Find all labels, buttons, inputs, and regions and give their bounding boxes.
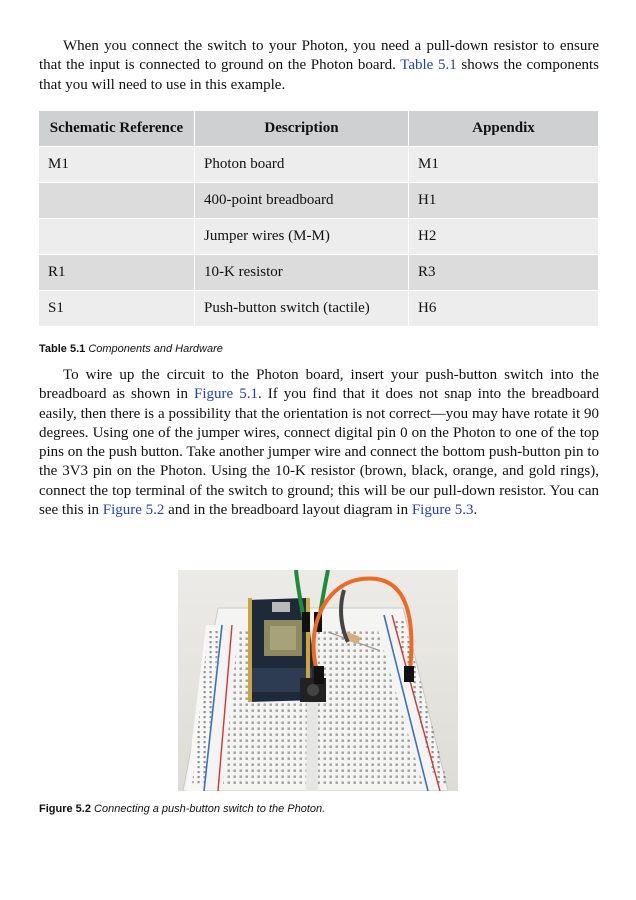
cell-reference: M1: [39, 147, 195, 183]
header-schematic-reference: Schematic Reference: [39, 111, 195, 147]
cell-appendix: H6: [409, 291, 599, 327]
cell-appendix: H1: [409, 183, 599, 219]
table-caption: [39, 343, 223, 355]
intro-text-end: shows the components that you will need to use in this example.: [39, 57, 599, 93]
table-row: [39, 147, 598, 183]
cell-appendix: H2: [409, 219, 599, 255]
cell-reference: S1: [39, 291, 195, 327]
figure-caption-text: Connecting a push-button switch to the Photon.: [94, 803, 326, 815]
wiring-text: . If you find that it does not snap into the breadboard easily, then there is a possibility that the orientation is not correct—you may have rotate it 90 degrees. Using one of the jumper wires, connect digital pin 0 on the Photon to one of the top pins on the push button. Take another jumper wire and connect the bottom push-button pin to the 3V3 pin on the Photon. Using the 10-K resistor (brown, black, orange, and gold rings), connect the top terminal of the switch to ground; this will be our pull-down resistor. You can see this in: [39, 386, 600, 519]
components-table: [39, 111, 598, 326]
figure-caption-label: Figure 5.2: [39, 803, 91, 815]
wiring-paragraph: [39, 366, 599, 520]
cell-reference: [39, 183, 195, 219]
wiring-text: and in the breadboard layout diagram in: [164, 502, 412, 519]
table-5-1-link[interactable]: Table 5.1: [400, 57, 457, 74]
header-appendix: Appendix: [409, 111, 599, 147]
cell-description: 400-point breadboard: [195, 183, 409, 219]
header-description: Description: [195, 111, 409, 147]
cell-reference: [39, 219, 195, 255]
intro-text: When you connect the switch to your Photon, you need a pull-down resistor to ensure that the input is connected to ground on the Photon board.: [39, 38, 599, 74]
cell-reference: R1: [39, 255, 195, 291]
table-row: [39, 255, 598, 291]
table-row: [39, 219, 598, 255]
figure-caption: [39, 803, 325, 815]
cell-appendix: R3: [409, 255, 599, 291]
intro-paragraph: [39, 37, 599, 95]
wiring-text: .: [473, 502, 478, 519]
table-header-row: [39, 111, 598, 147]
figure-5-3-link[interactable]: Figure 5.3: [411, 502, 474, 519]
table-row: [39, 291, 598, 327]
cell-description: Photon board: [195, 147, 409, 183]
figure-5-2-link[interactable]: Figure 5.2: [102, 502, 165, 519]
figure-5-1-link[interactable]: Figure 5.1: [194, 386, 258, 403]
cell-description: Push-button switch (tactile): [195, 291, 409, 327]
table-caption-label: Table 5.1: [39, 343, 86, 355]
table-row: [39, 183, 598, 219]
cell-appendix: M1: [409, 147, 599, 183]
breadboard-photo: [178, 570, 458, 791]
cell-description: Jumper wires (M-M): [195, 219, 409, 255]
table-caption-text: Components and Hardware: [88, 343, 223, 355]
wiring-text: To wire up the circuit to the Photon board, insert your push-button switch into the breadboard as shown in: [39, 367, 599, 403]
cell-description: 10-K resistor: [195, 255, 409, 291]
